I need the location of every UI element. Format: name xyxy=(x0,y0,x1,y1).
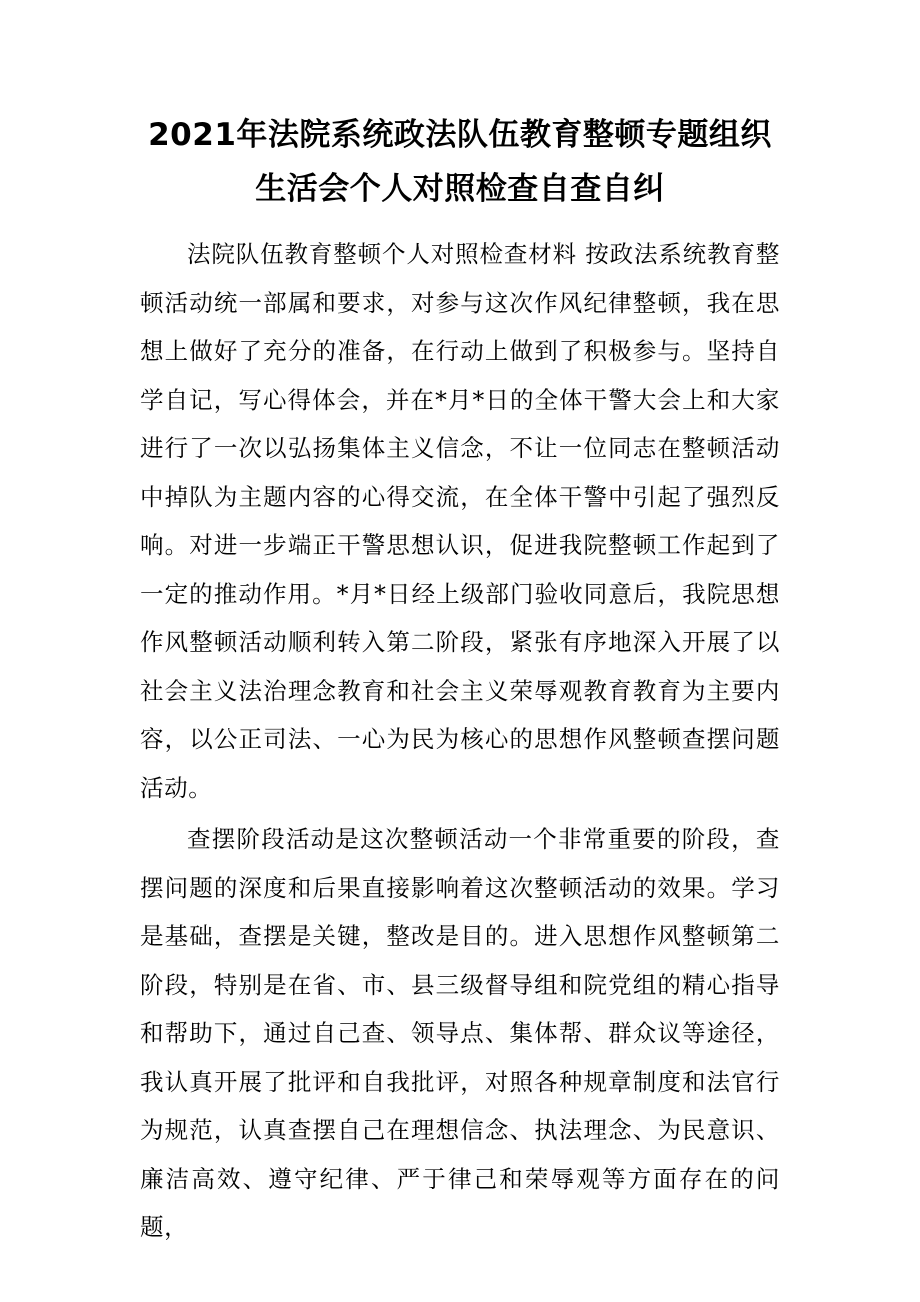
title-line-2: 生活会个人对照检查自查自纠 xyxy=(255,171,665,207)
document-title xyxy=(140,108,780,216)
title-line-1: 2021年法院系统政法队伍教育整顿专题组织 xyxy=(148,117,772,153)
document-body xyxy=(140,230,780,1252)
paragraph-1: 法院队伍教育整顿个人对照检查材料 按政法系统教育整顿活动统一部属和要求，对参与这次作风纪律整顿，我在思想上做好了充分的准备，在行动上做到了积极参与。坚持自学自记，写心得体会，并在*月*日的全体干警大会上和大家进行了一次以弘扬集体主义信念，不让一位同志在整顿活动中掉队为主题内容的心得交流，在全体干警中引起了强烈反响。对进一步端正干警思想认识，促进我院整顿工作起到了一定的推动作用。*月*日经上级部门验收同意后，我院思想作风整顿活动顺利转入第二阶段，紧张有序地深入开展了以社会主义法治理念教育和社会主义荣辱观教育教育为主要内容，以公正司法、一心为民为核心的思想作风整顿查摆问题活动。 xyxy=(140,240,780,802)
paragraph-2: 查摆阶段活动是这次整顿活动一个非常重要的阶段，查摆问题的深度和后果直接影响着这次整顿活动的效果。学习是基础，查摆是关键，整改是目的。进入思想作风整顿第二阶段，特别是在省、市、县三级督导组和院党组的精心指导和帮助下，通过自己查、领导点、集体帮、群众议等途径，我认真开展了批评和自我批评，对照各种规章制度和法官行为规范，认真查摆自己在理想信念、执法理念、为民意识、廉洁高效、遵守纪律、严于律己和荣辱观等方面存在的问题， xyxy=(140,825,780,1241)
